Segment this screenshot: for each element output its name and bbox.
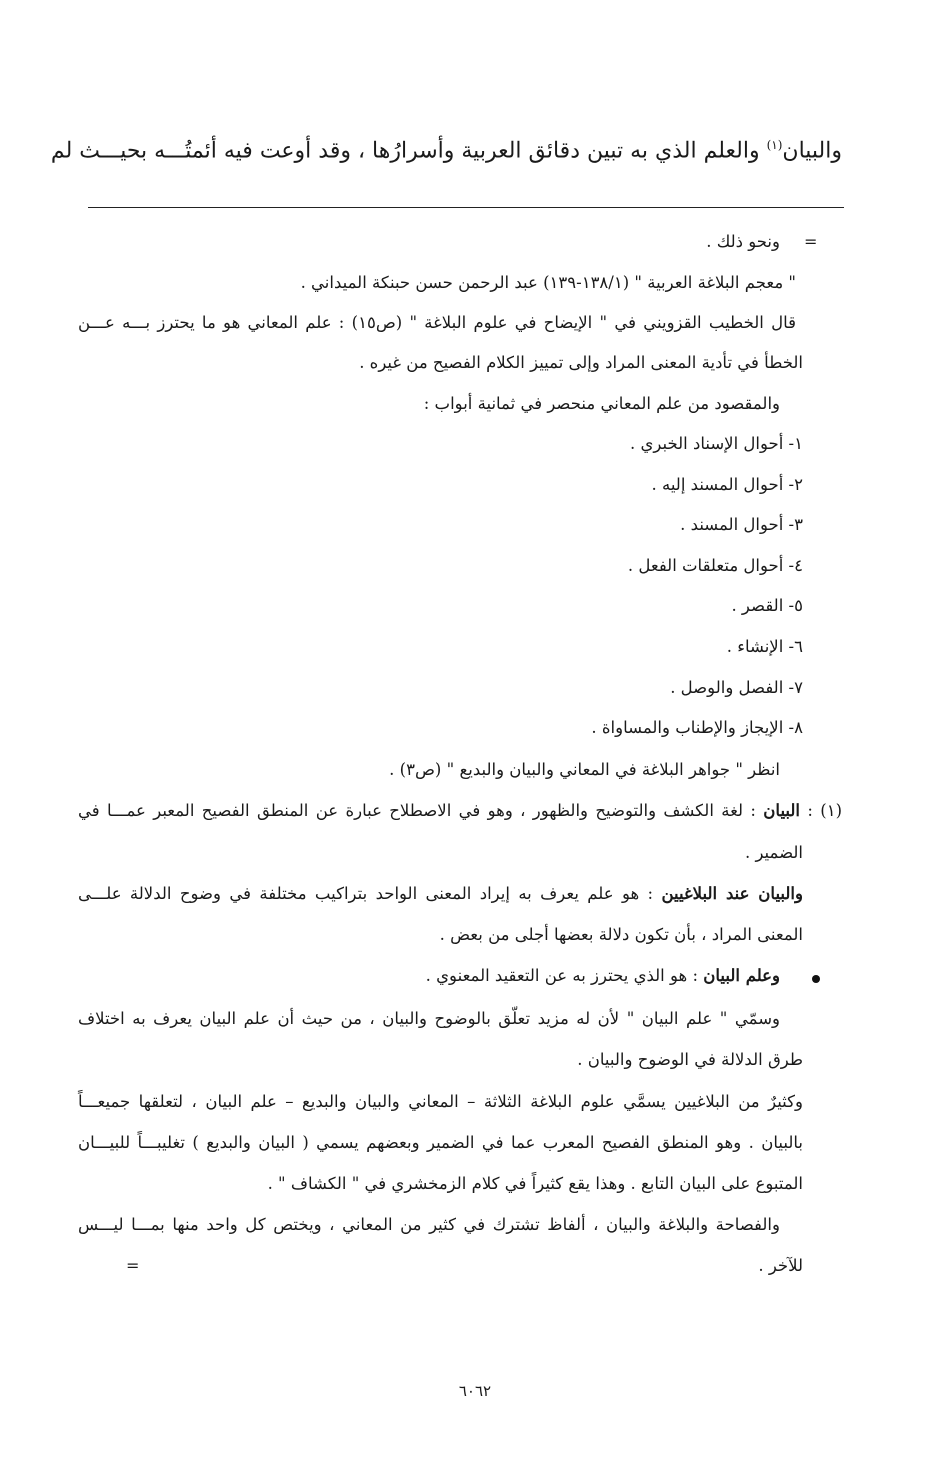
footnote-reference: (١) xyxy=(766,138,783,152)
end-continuation-mark: = xyxy=(126,1256,140,1275)
footnote-line-3: قال الخطيب القزويني في " الإيضاح في علوم البلاغة " (ص١٥) : علم المعاني هو ما يحترز بـــه عـــن xyxy=(78,313,797,332)
list-item-3: ٣- أحوال المسند . xyxy=(680,515,803,534)
list-item-6: ٦- الإنشاء . xyxy=(726,637,803,656)
note1-marker: (١) : xyxy=(807,801,842,820)
note1-line-6: وسمّي " علم البيان " لأن له مزيد تعلّق بالوضوح والبيان ، من حيث أن علم البيان يعرف به اختلاف xyxy=(78,1009,780,1028)
footnote-separator xyxy=(88,207,844,208)
note1-line3-text: : هو علم يعرف به إيراد المعنى الواحد بتراكيب مختلفة في وضوح الدلالة علـــى xyxy=(78,884,662,903)
note1-line-3 xyxy=(78,884,803,903)
note1-line-8: وكثيرٌ من البلاغيين يسمَّي علوم البلاغة الثلاثة – المعاني والبيان والبديع – علم البيان ، لتعلقها جميعـــاً xyxy=(78,1092,803,1111)
list-item-2: ٢- أحوال المسند إليه . xyxy=(651,475,803,494)
note1-term-3: وعلم البيان xyxy=(703,966,780,985)
note1-line-10: المتبوع على البيان التابع . وهذا يقع كثيراً في كلام الزمخشري في " الكشاف " . xyxy=(267,1174,803,1193)
list-item-8: ٨- الإيجاز والإطناب والمساواة . xyxy=(591,718,803,737)
bullet-icon xyxy=(812,975,820,983)
note1-line-7: طرق الدلالة في الوضوح والبيان . xyxy=(577,1050,803,1069)
footnote-line-2: " معجم البلاغة العربية " (١٣٨/١-١٣٩) عبد الرحمن حسن حبنكة الميداني . xyxy=(300,273,796,292)
footnote-reference-line: انظر " جواهر البلاغة في المعاني والبيان والبديع " (ص٣) . xyxy=(389,760,780,779)
note1-line-9: بالبيان . وهو المنطق الفصيح المعرب عما في الضمير وبعضهم يسمي ( البيان والبديع ) تغليبـــاً للبيـــان xyxy=(78,1133,803,1152)
note1-line-2: الضمير . xyxy=(744,843,803,862)
note1-line-5 xyxy=(426,966,780,985)
note1-line-12: للآخر . xyxy=(758,1256,803,1275)
note1-term: البيان xyxy=(763,801,801,820)
note1-line-4: المعنى المراد ، بأن تكون دلالة بعضها أجلى من بعض . xyxy=(439,925,803,944)
main-text-start: والبيان xyxy=(782,138,842,164)
note1-line-1 xyxy=(78,801,842,820)
list-item-5: ٥- القصر . xyxy=(731,596,803,615)
page-number: ٦٠٦٢ xyxy=(458,1382,492,1400)
note1-line-11: والفصاحة والبلاغة والبيان ، ألفاظ تشترك في كثير من المعاني ، ويختص كل واحد منها بمـــا ليـــس xyxy=(78,1215,780,1234)
list-item-4: ٤- أحوال متعلقات الفعل . xyxy=(627,556,803,575)
main-text-rest: والعلم الذي به تبين دقائق العربية وأسرارُها ، وقد أوعت فيه أئمتُـــه بحيـــث لم xyxy=(50,138,767,164)
note1-term-2: والبيان عند البلاغيين xyxy=(661,884,803,903)
footnote-line-5: والمقصود من علم المعاني منحصر في ثمانية أبواب : xyxy=(423,394,780,413)
continuation-mark: = xyxy=(804,232,818,251)
list-item-7: ٧- الفصل والوصل . xyxy=(670,678,803,697)
list-item-1: ١- أحوال الإسناد الخبري . xyxy=(630,434,803,453)
main-text-line xyxy=(50,138,842,164)
footnote-line-4: الخطأ في تأدية المعنى المراد وإلى تمييز الكلام الفصيح من غيره . xyxy=(359,353,803,372)
footnote-line-1: ونحو ذلك . xyxy=(706,232,780,251)
note1-line1-text: : لغة الكشف والتوضيح والظهور ، وهو في الاصطلاح عبارة عن المنطق الفصيح المعبر عمـــا في xyxy=(78,801,764,820)
note1-line5-text: : هو الذي يحترز به عن التعقيد المعنوي . xyxy=(425,966,704,985)
